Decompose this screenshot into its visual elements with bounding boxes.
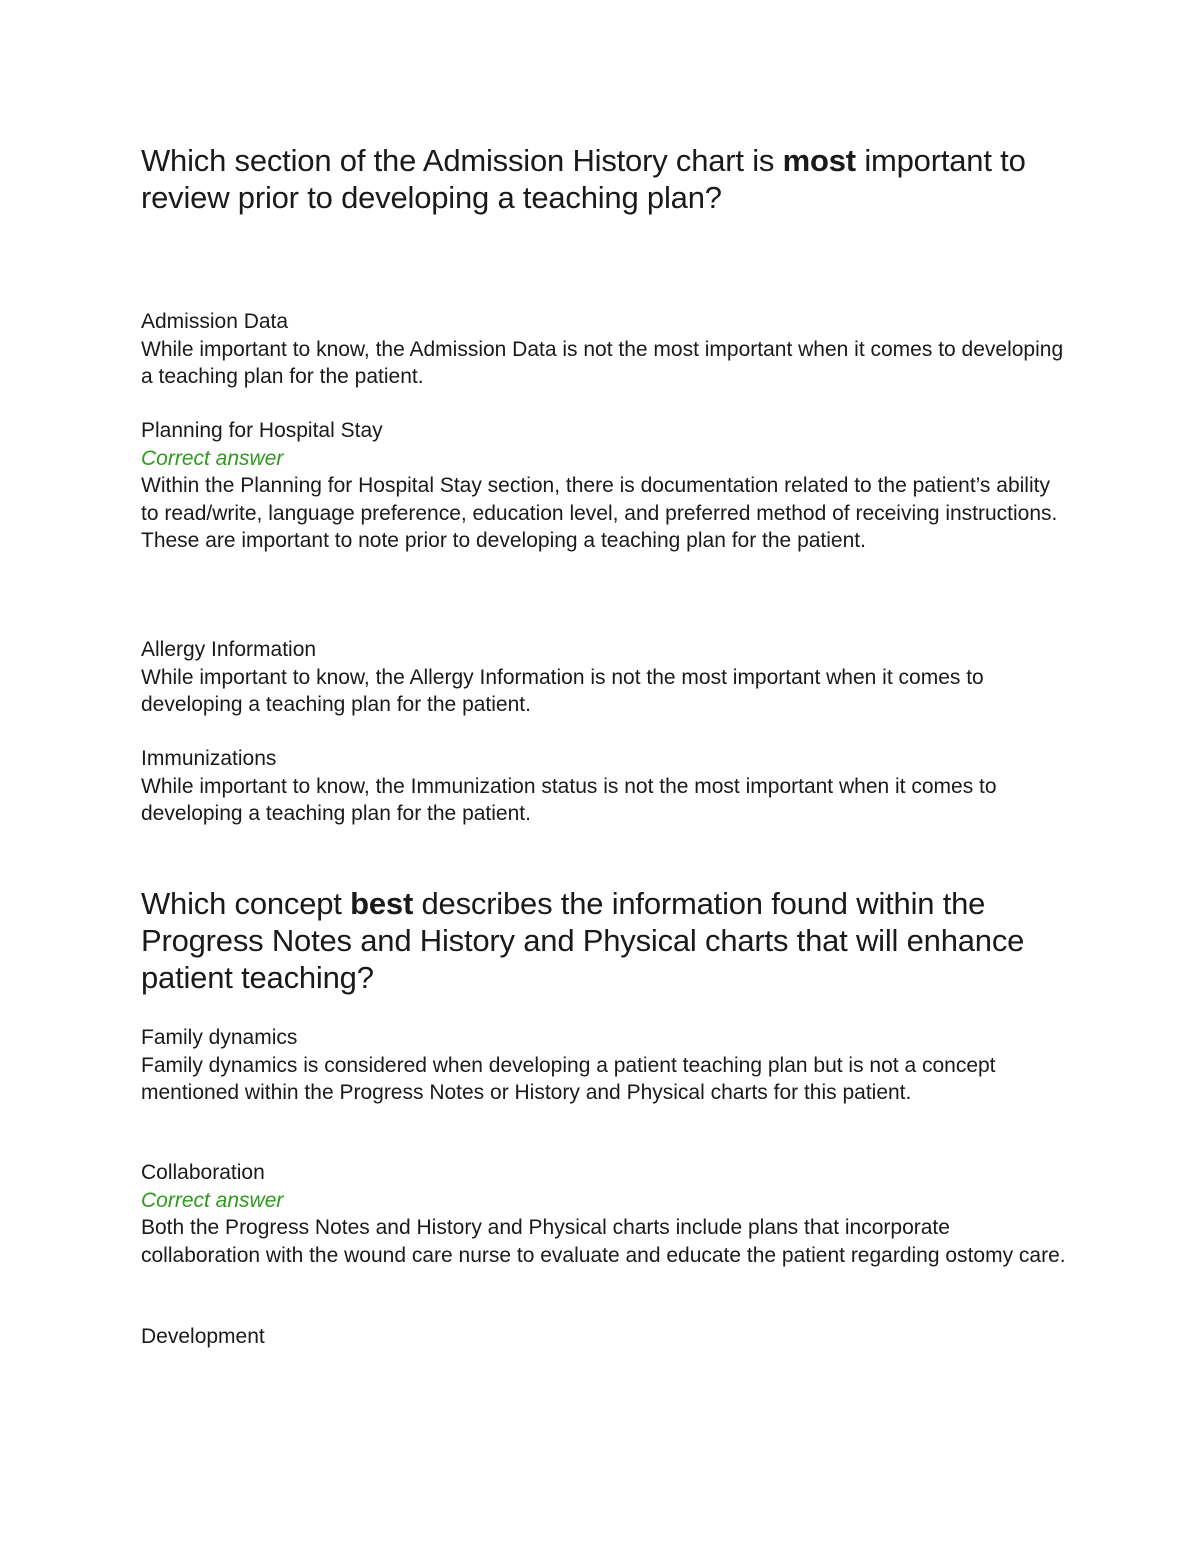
option-title: Family dynamics	[141, 1026, 298, 1049]
option-title: Allergy Information	[141, 638, 317, 661]
option-explanation: Family dynamics is considered when developing a patient teaching plan but is not a concept mentioned within the Progress Notes or History and Physical charts for this patient.	[141, 1053, 996, 1104]
option-explanation: Both the Progress Notes and History and Physical charts include plans that incorporate collaboration with the wound care nurse to evaluate and educate the patient regarding ostomy care.	[141, 1216, 1066, 1267]
correct-answer-label: Correct answer	[141, 1188, 284, 1212]
question-1-emphasis: most	[782, 143, 856, 178]
question-2-text-pre: Which concept	[141, 886, 351, 921]
correct-answer-label: Correct answer	[141, 446, 284, 470]
q1-option-immunizations	[141, 745, 1071, 828]
q1-option-admission-data	[141, 308, 1071, 391]
option-explanation: Within the Planning for Hospital Stay section, there is documentation related to the patient’s ability to read/write, language preference, education level, and preferred method of receiving instructions. These are important to note prior to developing a teaching plan for the patient.	[141, 474, 1058, 552]
option-title: Development	[141, 1325, 265, 1348]
q2-option-development	[141, 1323, 1071, 1351]
question-2-emphasis: best	[350, 886, 414, 921]
option-title: Immunizations	[141, 747, 277, 770]
question-2-heading	[141, 885, 1071, 996]
question-1-heading	[141, 142, 1071, 216]
q1-option-allergy-information	[141, 636, 1071, 719]
option-explanation: While important to know, the Allergy Information is not the most important when it comes to developing a teaching plan for the patient.	[141, 665, 984, 716]
question-2-text-post: describes the information found within the Progress Notes and History and Physical charts that will enhance patient teaching?	[141, 886, 1025, 995]
option-title: Collaboration	[141, 1161, 265, 1184]
option-explanation: While important to know, the Admission Data is not the most important when it comes to developing a teaching plan for the patient.	[141, 337, 1064, 388]
question-1-text-post: important to review prior to developing a teaching plan?	[141, 143, 1026, 215]
option-title: Admission Data	[141, 310, 289, 333]
q1-option-planning-hospital-stay	[141, 417, 1071, 555]
q2-option-collaboration	[141, 1159, 1071, 1269]
option-title: Planning for Hospital Stay	[141, 419, 383, 442]
option-explanation: While important to know, the Immunization status is not the most important when it comes to developing a teaching plan for the patient.	[141, 774, 997, 825]
q2-option-family-dynamics	[141, 1024, 1071, 1107]
question-1-text-pre: Which section of the Admission History chart is	[141, 143, 783, 178]
